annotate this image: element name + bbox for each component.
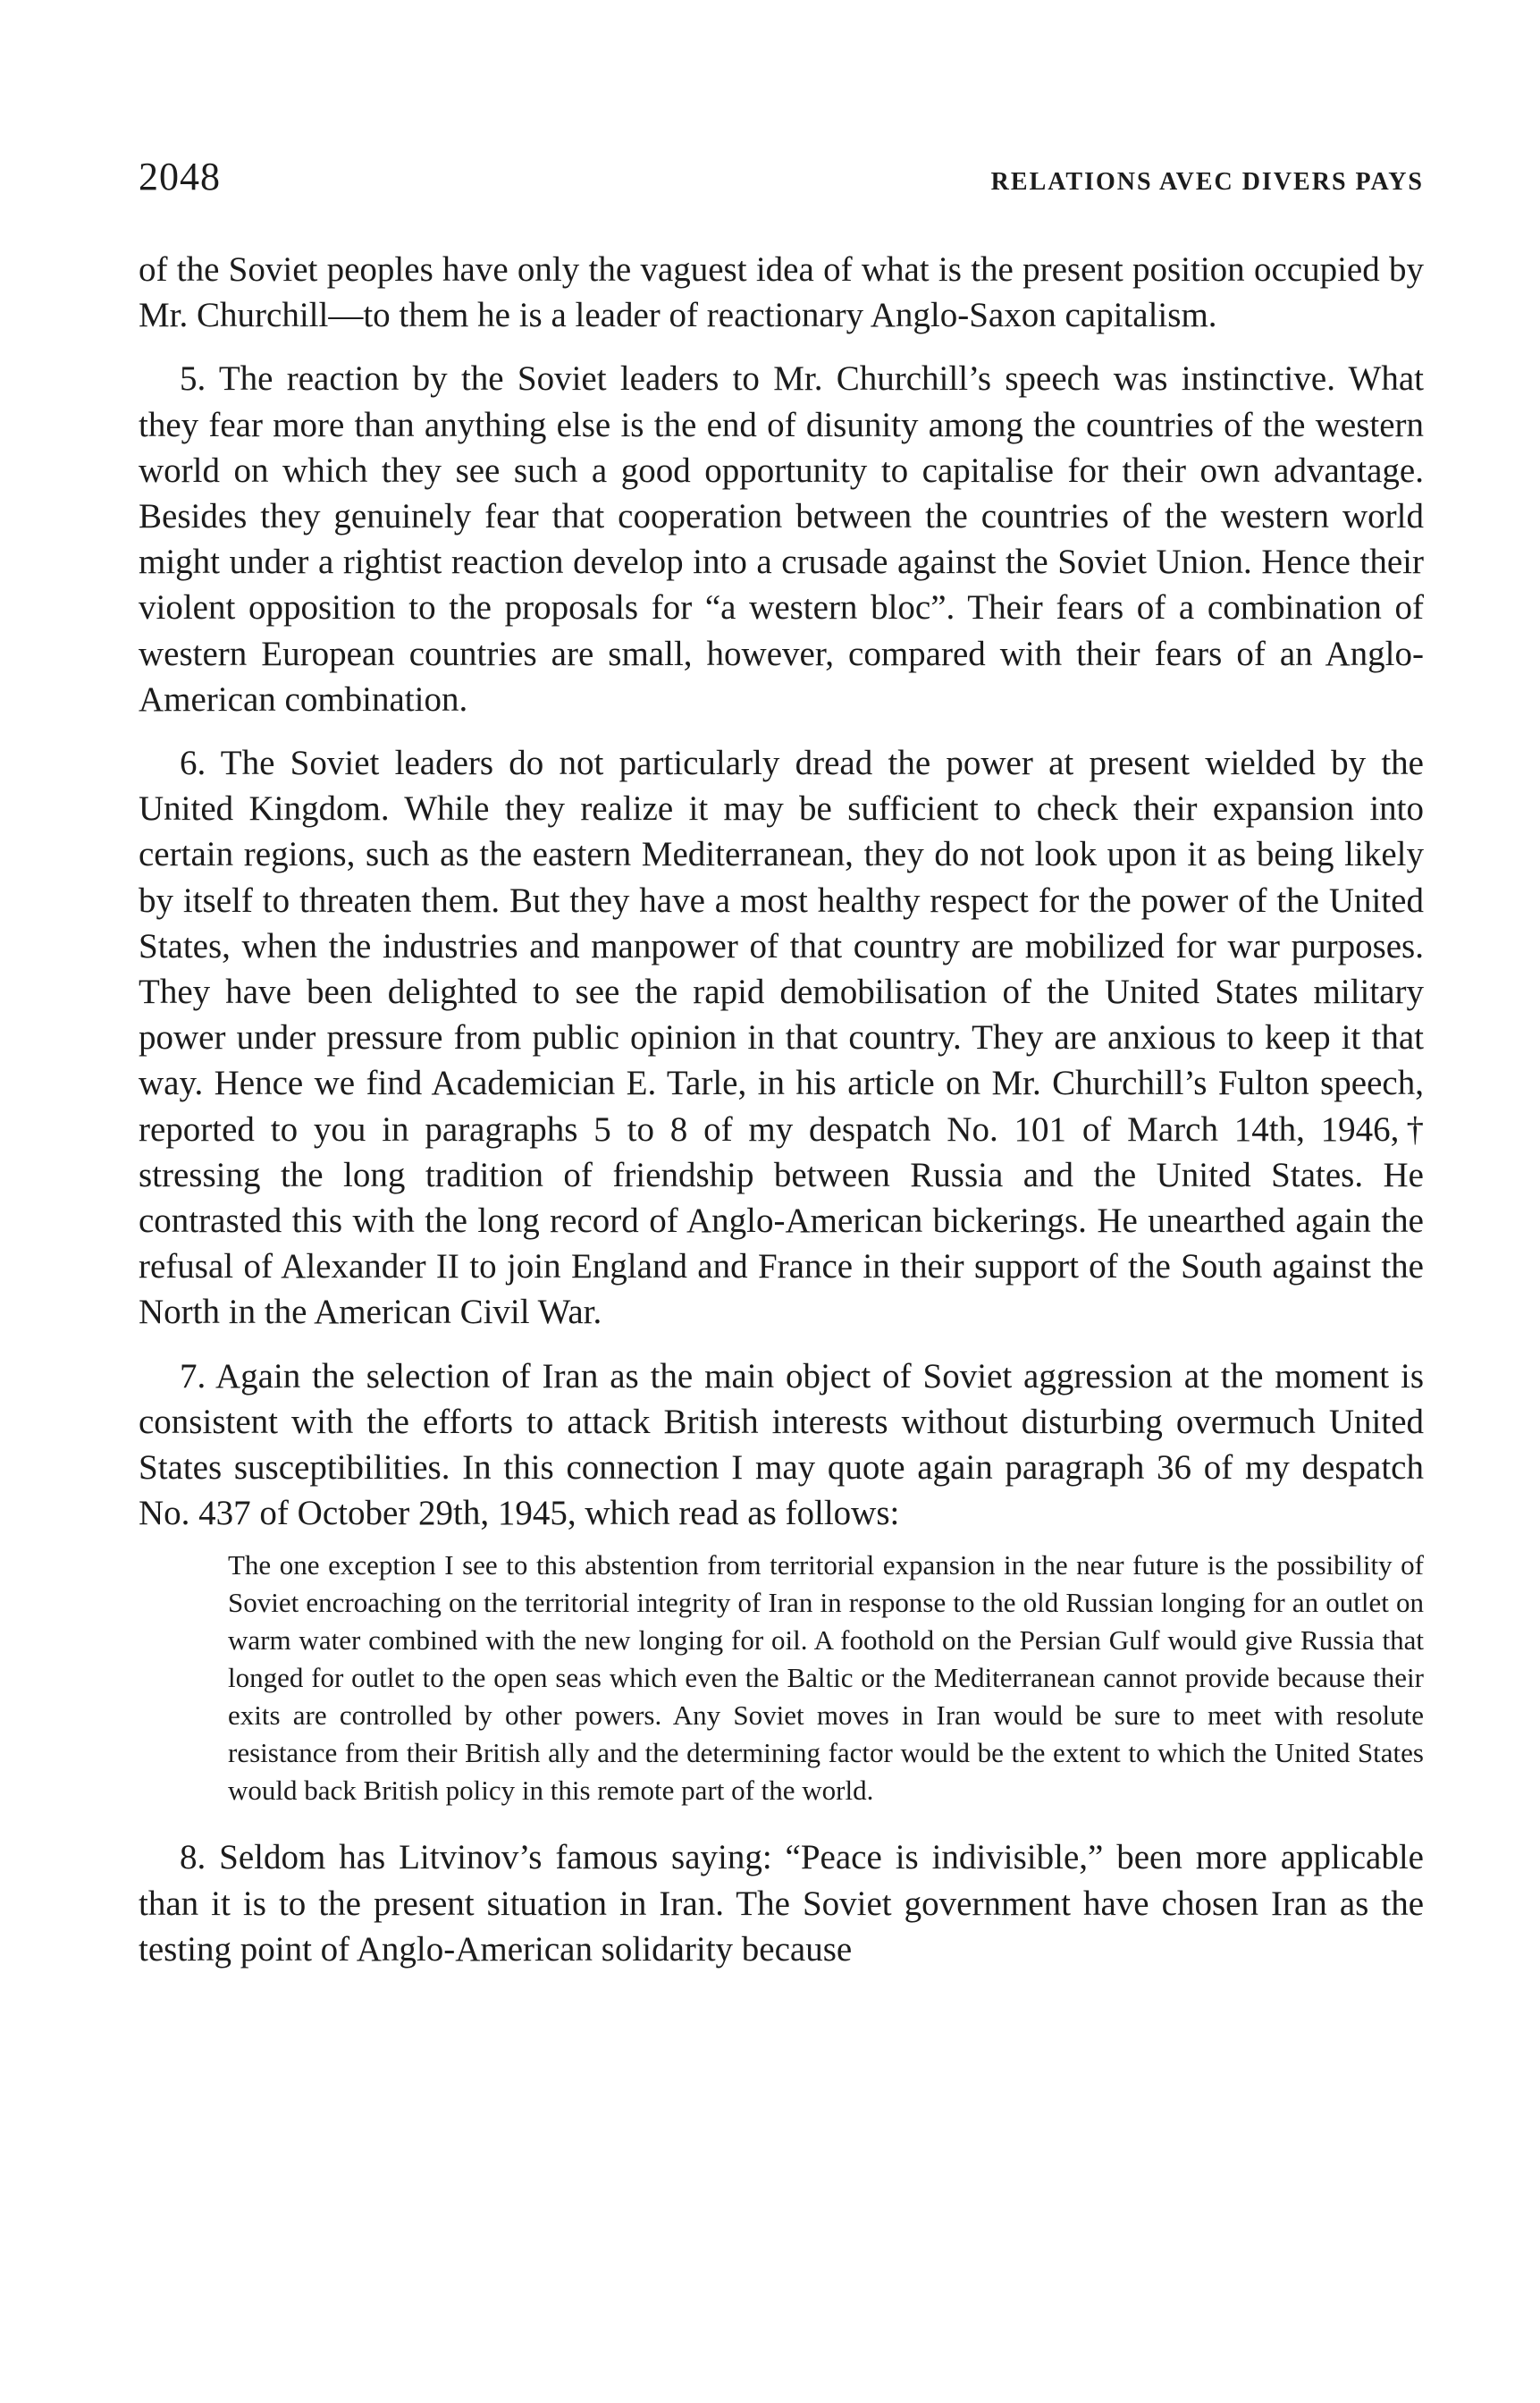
page-number: 2048: [139, 155, 221, 198]
paragraph-8: 8. Seldom has Litvinov’s famous saying: “Peace is indivisible,” been more applicable than it is to the present situation in Iran. The Soviet government have chosen Iran as the testing point of Anglo-American solidarity because: [139, 1838, 1424, 1969]
paragraph-7: 7. Again the selection of Iran as the main object of Soviet aggression at the moment is consistent with the efforts to attack British interests without disturbing overmuch United States susceptibilities. In this connection I may quote again paragraph 36 of my despatch No. 437 of October 29th, 1945, which read as follows:: [139, 1356, 1424, 1533]
block-quote: The one exception I see to this abstention from territorial expansion in the near future is the possibility of Soviet encroaching on the territorial integrity of Iran in response to the old Russian longing for an outlet on warm water combined with the new longing for oil. A foothold on the Persian Gulf would give Russia that longed for outlet to the open seas which even the Baltic or the Mediterranean cannot provide because their exits are controlled by other powers. Any Soviet moves in Iran would be sure to meet with resolute resistance from their British ally and the determining factor would be the extent to which the United States would back British policy in this remote part of the world.: [228, 1549, 1424, 1807]
running-head: RELATIONS AVEC DIVERS PAYS: [990, 168, 1424, 196]
paragraph-continuation: of the Soviet peoples have only the vaguest idea of what is the present position occupied by Mr. Churchill—to them he is a leader of reactionary Anglo-Saxon capitalism.: [139, 250, 1424, 335]
body-text: [139, 247, 1424, 1972]
page-header: [139, 154, 1424, 207]
paragraph-6: 6. The Soviet leaders do not particularly dread the power at present wielded by the United Kingdom. While they realize it may be sufficient to check their expansion into certain regions, such as the eastern Mediterranean, they do not look upon it as being likely by itself to threaten them. But they have a most healthy respect for the power of the United States, when the industries and manpower of that country are mobilized for war purposes. They have been delighted to see the rapid demobilisation of the United States military power under pressure from public opinion in that country. They are anxious to keep it that way. Hence we find Academician E. Tarle, in his article on Mr. Churchill’s Fulton speech, reported to you in paragraphs 5 to 8 of my despatch No. 101 of March 14th, 1946,† stressing the long tradition of friendship between Russia and the United States. He contrasted this with the long record of Anglo-American bickerings. He unearthed again the refusal of Alexander II to join England and France in their support of the South against the North in the American Civil War.: [139, 744, 1424, 1332]
paragraph-5: 5. The reaction by the Soviet leaders to Mr. Churchill’s speech was instinctive. What they fear more than anything else is the end of disunity among the countries of the western world on which they see such a good opportunity to capitalise for their own advantage. Besides they genuinely fear that cooperation between the countries of the western world might under a rightist reaction develop into a crusade against the Soviet Union. Hence their violent opposition to the proposals for “a western bloc”. Their fears of a combination of western European countries are small, however, compared with their fears of an Anglo-American combination.: [139, 359, 1424, 719]
